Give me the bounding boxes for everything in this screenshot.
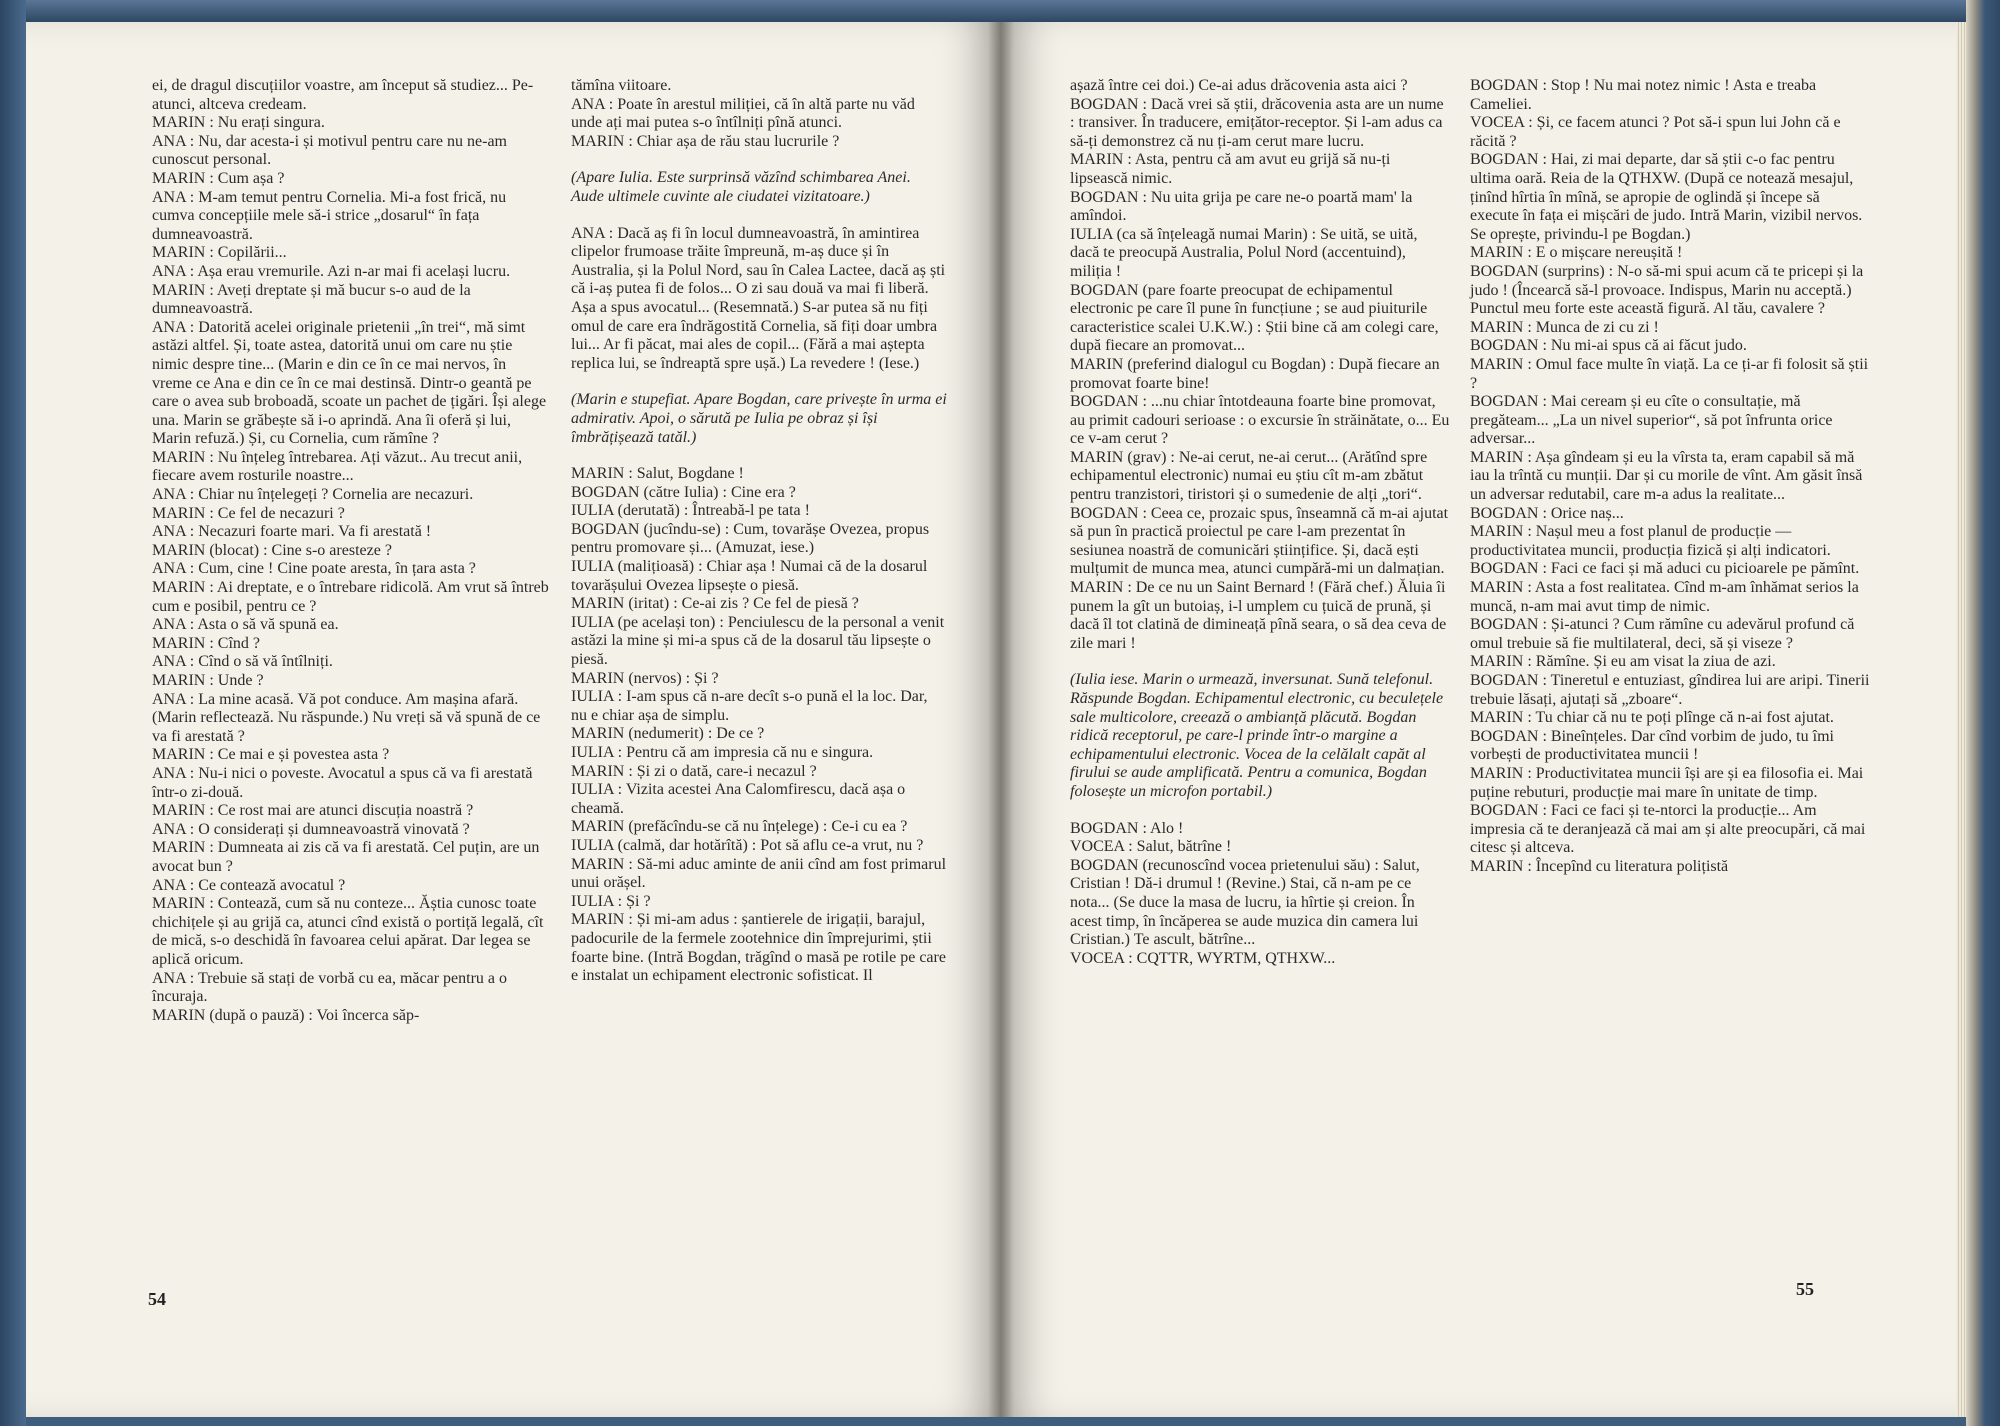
book-spine-gutter <box>988 22 1014 1417</box>
dialogue-line: BOGDAN : ...nu chiar întotdeauna foarte bine promovat, au primit cadouri serioase : o excursie în străinătate, o... Eu ce v-am cerut ? <box>1070 393 1450 448</box>
paragraph-gap <box>571 373 947 391</box>
page-edges <box>1956 22 1966 1417</box>
dialogue-line: MARIN (blocat) : Cine s-o aresteze ? <box>152 541 392 559</box>
dialogue-line: așază între cei doi.) Ce-ai adus drăcovenia asta aici ? <box>1070 77 1408 94</box>
dialogue-line: BOGDAN : Dacă vrei să știi, drăcovenia asta are un nume : transiver. În traducere, emițător-receptor. Și l-am adus ca să-ți demonstrez că nu ți-am cerut mare lucru. <box>1070 95 1444 150</box>
paragraph-gap <box>1070 653 1450 671</box>
dialogue-line: BOGDAN (recunoscînd vocea prietenului său) : Salut, Cristian ! Dă-i drumul ! (Revine.) Stai, că n-am pe ce nota... (Se duce la masa de lucru, ia hîrtie și creion. În acest timp, în încăperea se aude muzica din camera lui Cristian.) Te ascult, bătrîne... <box>1070 856 1420 949</box>
dialogue-line: MARIN : Ce fel de necazuri ? <box>152 504 345 522</box>
paragraph-gap <box>571 207 947 225</box>
dialogue-line: BOGDAN : Și-atunci ? Cum rămîne cu adevărul profund că omul trebuie să fie multilateral, deci, să și viseze ? <box>1470 616 1855 652</box>
dialogue-line: MARIN : Unde ? <box>152 672 264 689</box>
dialogue-line: BOGDAN : Faci ce faci și te-ntorci la producție... Am impresia că te deranjează că mai am și alte preocupări, că mai citesc și altceva. <box>1470 802 1866 857</box>
dialogue-line: ANA : Poate în arestul miliției, că în altă parte nu văd unde ați mai putea s-o întîlniți pînă atunci. <box>571 95 915 132</box>
dialogue-line: MARIN : Ce rost mai are atunci discuția noastră ? <box>152 802 474 820</box>
dialogue-line: IULIA (pe același ton) : Penciulescu de la personal a venit astăzi la mine și mi-a spus că de la dosarul tău lipsește o piesă. <box>571 613 945 669</box>
dialogue-line: MARIN (preferind dialogul cu Bogdan) : După fiecare an promovat foarte bine! <box>1070 355 1440 392</box>
dialogue-line: MARIN (grav) : Ne-ai cerut, ne-ai cerut... (Arătînd spre echipamentul electronic) numai eu știu cît m-am zbătut pentru tranzistori, tiristori și o sumedenie de alți „tori“. <box>1070 448 1428 504</box>
dialogue-line: BOGDAN (către Iulia) : Cine era ? <box>571 483 796 501</box>
left-page <box>26 22 1000 1417</box>
dialogue-line: MARIN : Contează, cum să nu conteze... Ăștia cunosc toate chichițele și au grijă ca, atunci cînd există o portiță legală, cît de mică, s-o deschidă în favoarea celui apărat. Dar legea se aplică oricum. <box>152 895 544 968</box>
dialogue-line: BOGDAN : Nu mi-ai spus că ai făcut judo. <box>1470 337 1747 355</box>
dialogue-line: MARIN : Munca de zi cu zi ! <box>1470 318 1659 336</box>
dialogue-line: MARIN : Tu chiar că nu te poți plînge că n-ai fost ajutat. <box>1470 709 1834 727</box>
dialogue-line: BOGDAN : Mai ceream și eu cîte o consultație, mă pregăteam... „La un nivel superior“, să pot înfrunta orice adversar... <box>1470 393 1833 448</box>
dialogue-line: MARIN : Începînd cu literatura polițistă <box>1470 857 1729 875</box>
dialogue-line: MARIN : Nu erați singura. <box>152 114 325 132</box>
dialogue-line: IULIA : I-am spus că n-are decît s-o pună el la loc. Dar, nu e chiar așa de simplu. <box>571 688 928 724</box>
dialogue-line: ei, de dragul discuțiilor voastre, am început să studiez... Pe-atunci, altceva credeam. <box>152 77 534 113</box>
dialogue-line: VOCEA : Salut, bătrîne ! <box>1070 838 1232 856</box>
dialogue-line: ANA : O considerați și dumneavoastră vinovată ? <box>152 820 470 838</box>
dialogue-line: MARIN : E o mișcare nereușită ! <box>1470 244 1683 262</box>
dialogue-line: MARIN : De ce nu un Saint Bernard ! (Fără chef.) Ăluia îi punem la gît un butoiaș, i-l umplem cu țuică de prună, și dacă îl tot clatină de dimineață pînă seara, o să dea ceva de zile mari ! <box>1070 579 1447 652</box>
dialogue-line: MARIN : Omul face multe în viață. La ce ți-ar fi folosit să știi ? <box>1470 355 1869 392</box>
dialogue-line: ANA : Nu-i nici o poveste. Avocatul a spus că va fi arestată într-o zi-două. <box>152 764 533 801</box>
book-cover-left-edge <box>0 0 26 1426</box>
dialogue-line: VOCEA : Și, ce facem atunci ? Pot să-i spun lui John că e răcită ? <box>1470 114 1841 150</box>
dialogue-line: ANA : La mine acasă. Vă pot conduce. Am mașina afară. (Marin reflectează. Nu răspunde.) Nu vreți să vă spună de ce va fi arestată ? <box>152 690 541 745</box>
dialogue-line: BOGDAN (surprins) : N-o să-mi spui acum că te pricepi și la judo ! (Încearcă să-l provoace. Indispus, Marin nu acceptă.) Punctul meu forte este această figură. Al tău, cavalere ? <box>1470 262 1864 318</box>
dialogue-line: IULIA : Și ? <box>571 892 651 910</box>
page-number-left: 54 <box>148 1289 166 1309</box>
dialogue-line: BOGDAN : Hai, zi mai departe, dar să știi c-o fac pentru ultima oară. Reia de la QTHXW. (După ce notează mesajul, ținînd hîrtia în mînă, se apropie de oglindă și începe să execute în fața ei mișcări de judo. Intră Marin, vizibil nervos. Se oprește, privindu-l pe Bogdan.) <box>1470 151 1863 243</box>
dialogue-line: MARIN : Ce mai e și povestea asta ? <box>152 746 390 764</box>
dialogue-line: MARIN : Ai dreptate, e o întrebare ridicolă. Am vrut să întreb cum e posibil, pentru ce ? <box>152 579 549 615</box>
right-page-column-2 <box>1470 77 1870 877</box>
dialogue-line: tămîna viitoare. <box>571 77 672 94</box>
dialogue-line: IULIA (derutată) : Întreabă-l pe tata ! <box>571 502 810 520</box>
left-page-column-2 <box>571 77 947 986</box>
dialogue-line: MARIN : Aveți dreptate și mă bucur s-o aud de la dumneavoastră. <box>152 281 471 318</box>
dialogue-line: VOCEA : CQTTR, WYRTM, QTHXW... <box>1070 949 1336 967</box>
dialogue-line: ANA : M-am temut pentru Cornelia. Mi-a fost frică, nu cumva concepțiile mele să-i strice „dosarul“ în fața dumneavoastră. <box>152 188 507 243</box>
dialogue-line: BOGDAN : Bineînțeles. Dar cînd vorbim de judo, tu îmi vorbești de productivitatea muncii ! <box>1470 727 1834 764</box>
dialogue-line: ANA : Nu, dar acesta-i și motivul pentru care nu ne-am cunoscut personal. <box>152 132 507 169</box>
dialogue-line: BOGDAN (jucîndu-se) : Cum, tovarășe Ovezea, propus pentru promovare și... (Amuzat, iese.) <box>571 520 930 557</box>
dialogue-line: IULIA (malițioasă) : Chiar așa ! Numai că de la dosarul tovarășului Ovezea lipsește o piesă. <box>571 558 928 594</box>
dialogue-line: MARIN : Copilării... <box>152 244 287 262</box>
dialogue-line: ANA : Ce contează avocatul ? <box>152 876 346 894</box>
left-page-column-1 <box>152 77 550 1025</box>
dialogue-line: MARIN : Salut, Bogdane ! <box>571 465 744 483</box>
dialogue-line: MARIN : Rămîne. Și eu am visat la ziua de azi. <box>1470 653 1776 671</box>
dialogue-line: BOGDAN : Orice naș... <box>1470 504 1624 522</box>
stage-direction: (Iulia iese. Marin o urmează, inversunat. Sună telefonul. Răspunde Bogdan. Echipamentul electronic, cu beculețele sale multicolore, creează o ambianță plăcută. Bogdan ridică receptorul, pe care-l prinde într-o margine a echipamentului electronic. Vocea de la celălalt capăt al firului se aude amplificată. Pentru a comunica, Bogdan folosește un microfon portabil.) <box>1070 671 1444 800</box>
dialogue-line: MARIN : Productivitatea muncii își are și ea filosofia ei. Mai puține rebuturi, producție mai mare în unitate de timp. <box>1470 764 1864 801</box>
dialogue-line: MARIN : Nu înțeleg întrebarea. Ați văzut.. Au trecut anii, fiecare avem rosturile noastre... <box>152 448 523 485</box>
dialogue-line: IULIA (calmă, dar hotărîtă) : Pot să aflu ce-a vrut, nu ? <box>571 836 924 854</box>
dialogue-line: ANA : Așa erau vremurile. Azi n-ar mai fi același lucru. <box>152 262 511 280</box>
dialogue-line: MARIN : Să-mi aduc aminte de anii cînd am fost primarul unui orășel. <box>571 855 947 892</box>
dialogue-line: MARIN : Chiar așa de rău stau lucrurile ? <box>571 132 840 150</box>
book-cover-right-edge <box>1966 0 2000 1426</box>
dialogue-line: MARIN : Asta a fost realitatea. Cînd m-am înhămat serios la muncă, n-am mai avut timp de nimic. <box>1470 579 1859 615</box>
dialogue-line: BOGDAN : Stop ! Nu mai notez nimic ! Asta e treaba Cameliei. <box>1470 77 1817 113</box>
paragraph-gap <box>571 447 947 465</box>
book-cover-top-edge <box>0 0 2000 22</box>
paragraph-gap <box>571 151 947 169</box>
dialogue-line: MARIN : Așa gîndeam și eu la vîrsta ta, eram capabil să mă iau la trîntă cu munții. Dar și cu morile de vînt. Am găsit însă un adversar redutabil, care m-a adus la realitate... <box>1470 448 1863 504</box>
dialogue-line: BOGDAN (pare foarte preocupat de echipamentul electronic pe care îl pune în funcțiune ; se aud piuiturile caracteristice scalei U.K.W.) : Știi bine că am colegi care, după fiecare an promovat... <box>1070 281 1439 355</box>
dialogue-line: MARIN (nervos) : Și ? <box>571 669 719 687</box>
dialogue-line: ANA : Chiar nu înțelegeți ? Cornelia are necazuri. <box>152 486 474 504</box>
dialogue-line: ANA : Datorită acelei originale prietenii „în trei“, mă simt astăzi altfel. Și, toate astea, datorită unui om care nu știe nimic despre tine... (Marin e din ce în ce mai nervos, în vreme ce Ana e din ce în ce mai destinsă. Dintr-o geantă pe care o avea sub broboadă, scoate un pachet de țigări. Își alege una. Marin se grăbește să i-o aprindă. Ana îi oferă și lui, Marin refuză.) Și, cu Cornelia, cum rămîne ? <box>152 318 547 448</box>
dialogue-line: ANA : Trebuie să stați de vorbă cu ea, măcar pentru a o încuraja. <box>152 969 508 1006</box>
dialogue-line: MARIN : Și zi o dată, care-i necazul ? <box>571 762 817 780</box>
dialogue-line: MARIN : Cum așa ? <box>152 169 285 187</box>
right-page <box>1000 22 1956 1417</box>
dialogue-line: MARIN (prefăcîndu-se că nu înțelege) : Ce-i cu ea ? <box>571 818 908 836</box>
dialogue-line: ANA : Necazuri foarte mari. Va fi arestată ! <box>152 523 432 541</box>
dialogue-line: BOGDAN : Faci ce faci și mă aduci cu picioarele pe pămînt. <box>1470 560 1860 578</box>
dialogue-line: ANA : Cum, cine ! Cine poate aresta, în țara asta ? <box>152 560 476 578</box>
dialogue-line: MARIN : Asta, pentru că am avut eu grijă să nu-ți lipsească nimic. <box>1070 151 1391 187</box>
dialogue-line: BOGDAN : Tineretul e entuziast, gîndirea lui are aripi. Tinerii trebuie lăsați, ajutați să „zboare“. <box>1470 672 1870 708</box>
paragraph-gap <box>1070 802 1450 820</box>
stage-direction: (Marin e stupefiat. Apare Bogdan, care privește în urma ei admirativ. Apoi, o sărută pe Iulia pe obraz și își îmbrățișează tatăl.) <box>571 391 947 446</box>
stage-direction: (Apare Iulia. Este surprinsă văzînd schimbarea Anei. Aude ultimele cuvinte ale ciudatei vizitatoare.) <box>571 169 911 205</box>
dialogue-line: ANA : Dacă aș fi în locul dumneavoastră, în amintirea clipelor frumoase trăite împreună, m-aș duce și în Australia, și la Polul Nord, sau în Calea Lactee, dacă aș ști că i-aș putea fi de folos... O zi sau două va mai fi liberă. Așa a spus avocatul... (Resemnată.) S-ar putea să nu fiți omul de care era îndrăgostită Cornelia, să fiți doar umbra lui... Ar fi păcat, mai ales de copil... (Fără a mai aștepta replica lui, se îndreaptă spre ușă.) La revedere ! (Iese.) <box>571 224 946 372</box>
dialogue-line: MARIN (nedumerit) : De ce ? <box>571 725 765 743</box>
dialogue-line: MARIN (iritat) : Ce-ai zis ? Ce fel de piesă ? <box>571 595 859 613</box>
dialogue-line: MARIN : Și mi-am adus : șantierele de irigații, barajul, padocurile de la fermele zootehnice din împrejurimi, știi foarte bine. (Intră Bogdan, trăgînd o masă pe rotile pe care e instalat un echipament electronic sofisticat. Il <box>571 911 946 985</box>
dialogue-line: ANA : Cînd o să vă întîlniți. <box>152 653 333 671</box>
dialogue-line: ANA : Asta o să vă spună ea. <box>152 616 339 634</box>
dialogue-line: IULIA : Vizita acestei Ana Calomfirescu, dacă așa o cheamă. <box>571 781 906 817</box>
dialogue-line: MARIN : Nașul meu a fost planul de producție — productivitatea muncii, producția fizică și alți indicatori. <box>1470 523 1831 559</box>
dialogue-line: MARIN : Dumneata ai zis că va fi arestată. Cel puțin, are un avocat bun ? <box>152 839 540 875</box>
right-page-column-1 <box>1070 77 1450 968</box>
dialogue-line: MARIN (după o pauză) : Voi încerca săp- <box>152 1006 420 1024</box>
dialogue-line: MARIN : Cînd ? <box>152 634 260 652</box>
dialogue-line: IULIA (ca să înțeleagă numai Marin) : Se uită, se uită, dacă te preocupă Australia, Polul Nord (accentuind), miliția ! <box>1070 225 1418 280</box>
dialogue-line: BOGDAN : Nu uita grija pe care ne-o poartă mam' la amîndoi. <box>1070 188 1413 225</box>
page-number-right: 55 <box>1796 1279 1814 1299</box>
dialogue-line: BOGDAN : Ceea ce, prozaic spus, înseamnă că m-ai ajutat să pun în practică proiectul pe care l-am prezentat în sesiunea noastră de comunicări științifice. Și, dacă ești mulțumit de munca mea, atunci cumpără-mi un dalmațian. <box>1070 504 1449 578</box>
dialogue-line: BOGDAN : Alo ! <box>1070 819 1184 837</box>
dialogue-line: IULIA : Pentru că am impresia că nu e singura. <box>571 744 874 761</box>
